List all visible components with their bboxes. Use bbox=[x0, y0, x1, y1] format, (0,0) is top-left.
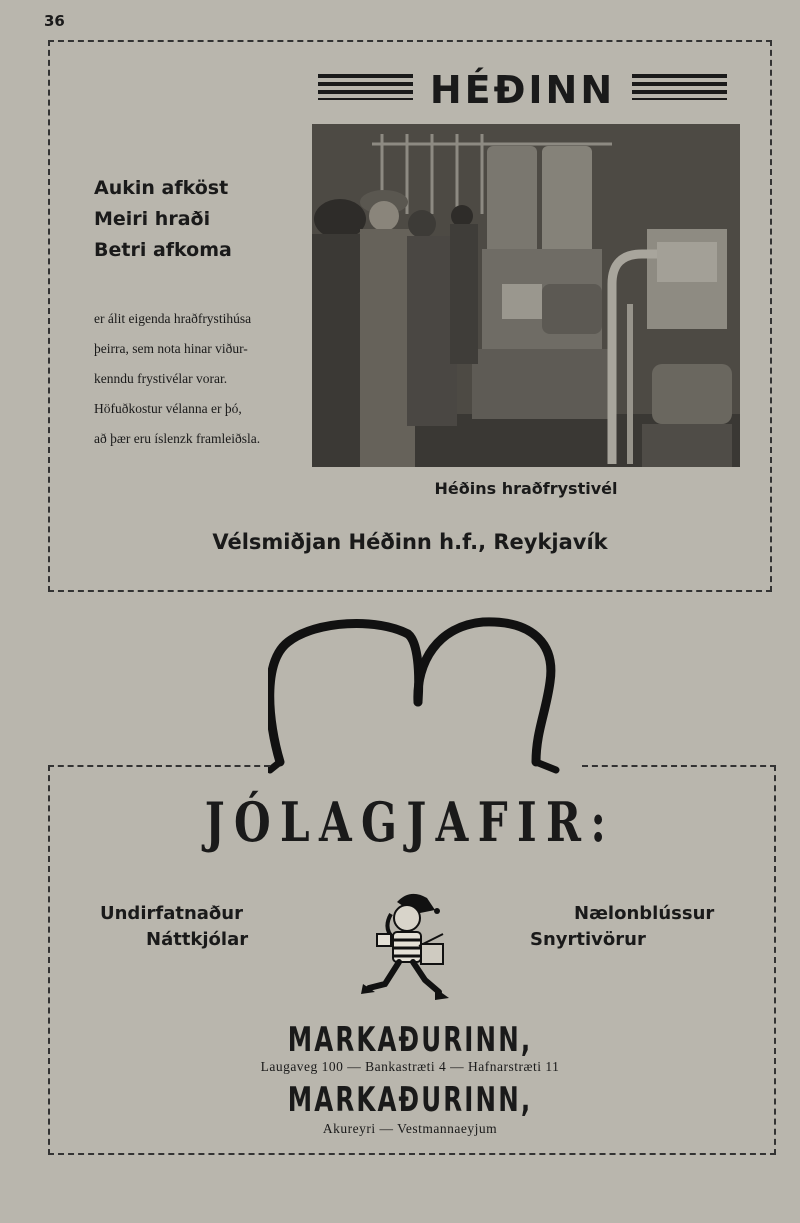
body-line: Höfuðkostur vélanna er þó, bbox=[94, 401, 242, 416]
product-nylon-blouses: Nælonblússur bbox=[574, 903, 715, 924]
page-number: 36 bbox=[44, 12, 65, 30]
christmas-gifts-heading: JÓLAGJAFIR: bbox=[204, 790, 616, 854]
brand-stripes-right bbox=[632, 74, 727, 100]
freezer-machine-photo bbox=[312, 124, 740, 467]
brand-stripes-left bbox=[318, 74, 413, 100]
hedinn-advertisement bbox=[48, 40, 772, 592]
store-address-2: Akureyri — Vestmannaeyjum bbox=[322, 1121, 498, 1136]
ad-body-text bbox=[94, 304, 309, 454]
slogan-2: Meiri hraði bbox=[94, 208, 211, 230]
product-cosmetics: Snyrtivörur bbox=[530, 929, 646, 950]
store-address-1: Laugaveg 100 — Bankastræti 4 — Hafnarstræti 11 bbox=[260, 1059, 560, 1074]
photo-caption: Héðins hraðfrystivél bbox=[434, 479, 618, 498]
brand-title: HÉÐINN bbox=[429, 68, 616, 112]
slogan-3: Betri afkoma bbox=[94, 239, 232, 261]
product-underwear: Undirfatnaður bbox=[100, 903, 243, 924]
body-line: er álit eigenda hraðfrystihúsa bbox=[94, 311, 252, 326]
body-line: þeirra, sem nota hinar viður- bbox=[94, 341, 248, 356]
store-name-1: MARKAÐURINN, bbox=[287, 1020, 533, 1060]
store-name-2: MARKAÐURINN, bbox=[287, 1080, 533, 1120]
slogan-1: Aukin afköst bbox=[94, 177, 229, 199]
body-line: að þær eru íslenzk framleiðsla. bbox=[94, 431, 261, 446]
product-nightgowns: Náttkjólar bbox=[146, 929, 249, 950]
body-line: kenndu frystivélar vorar. bbox=[94, 371, 228, 386]
company-name: Vélsmiðjan Héðinn h.f., Reykjavík bbox=[212, 530, 608, 554]
shopper-figure-icon bbox=[355, 888, 465, 1006]
